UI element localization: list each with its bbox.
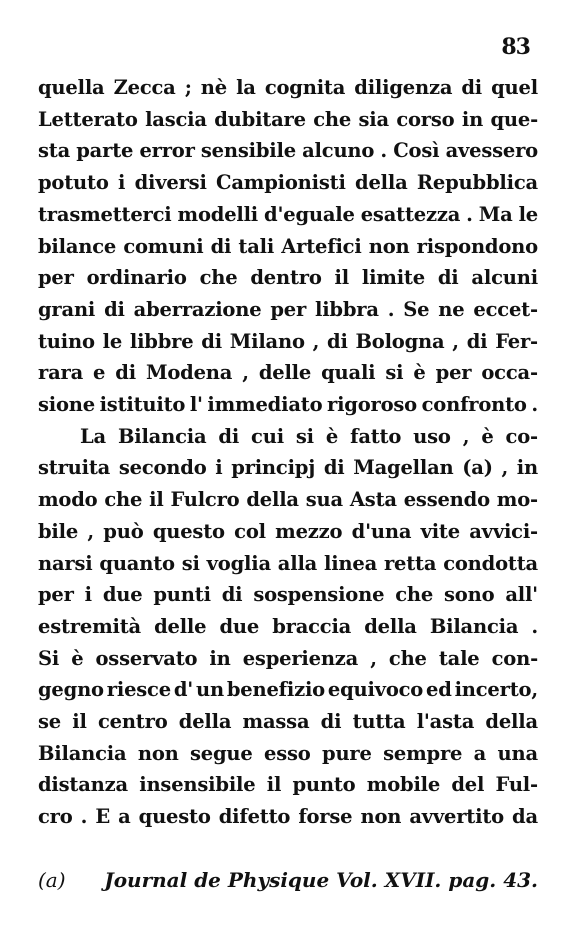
text-line: bilance comuni di tali Artefici non rispondono xyxy=(38,234,538,258)
text-line: rara e di Modena , delle quali si è per occa- xyxy=(38,361,538,385)
text-line: grani di aberrazione per libbra . Se ne eccet- xyxy=(38,297,538,321)
footnote xyxy=(38,868,538,892)
text-line: tuino le libbre di Milano , di Bologna , di Fer- xyxy=(38,329,538,353)
text-line: sta parte error sensibile alcuno . Così avessero xyxy=(38,139,538,163)
text-line: se il centro della massa di tutta l'asta della xyxy=(38,710,538,734)
text-line: potuto i diversi Campionisti della Repubblica xyxy=(38,171,538,195)
text-line: struita secondo i principj di Magellan (a) , in xyxy=(38,456,538,480)
text-line: estremità delle due braccia della Bilancia . xyxy=(38,614,538,638)
text-line: modo che il Fulcro della sua Asta essendo mo- xyxy=(38,488,538,512)
text-line: bile , può questo col mezzo d'una vite avvici- xyxy=(38,519,538,543)
text-line: cro . E a questo difetto forse non avvertito da xyxy=(38,805,538,829)
page-number: 83 xyxy=(501,34,530,60)
text-line: Bilancia non segue esso pure sempre a una xyxy=(38,741,538,765)
text-line: trasmetterci modelli d'eguale esattezza . Ma le xyxy=(38,202,538,226)
text-line: per ordinario che dentro il limite di alcuni xyxy=(38,266,538,290)
text-line: quella Zecca ; nè la cognita diligenza di quel xyxy=(38,76,538,99)
footnote-text: Journal de Physique Vol. XVII. pag. 43. xyxy=(104,868,538,892)
text-line: Letterato lascia dubitare che sia corso in que- xyxy=(38,107,538,131)
text-line: Si è osservato in esperienza , che tale con- xyxy=(38,646,538,670)
body-text xyxy=(38,72,538,833)
text-line: sione istituito l' immediato rigoroso confronto . xyxy=(38,393,538,417)
text-line: per i due punti di sospensione che sono all' xyxy=(38,583,538,607)
text-line: La Bilancia di cui si è fatto uso , è co- xyxy=(80,424,538,448)
footnote-mark: (a) xyxy=(38,868,66,892)
text-line: distanza insensibile il punto mobile del Ful- xyxy=(38,773,538,797)
text-line: narsi quanto si voglia alla linea retta condotta xyxy=(38,551,538,575)
text-line: gegno riesce d' un benefizio equivoco ed incerto, xyxy=(38,678,538,702)
